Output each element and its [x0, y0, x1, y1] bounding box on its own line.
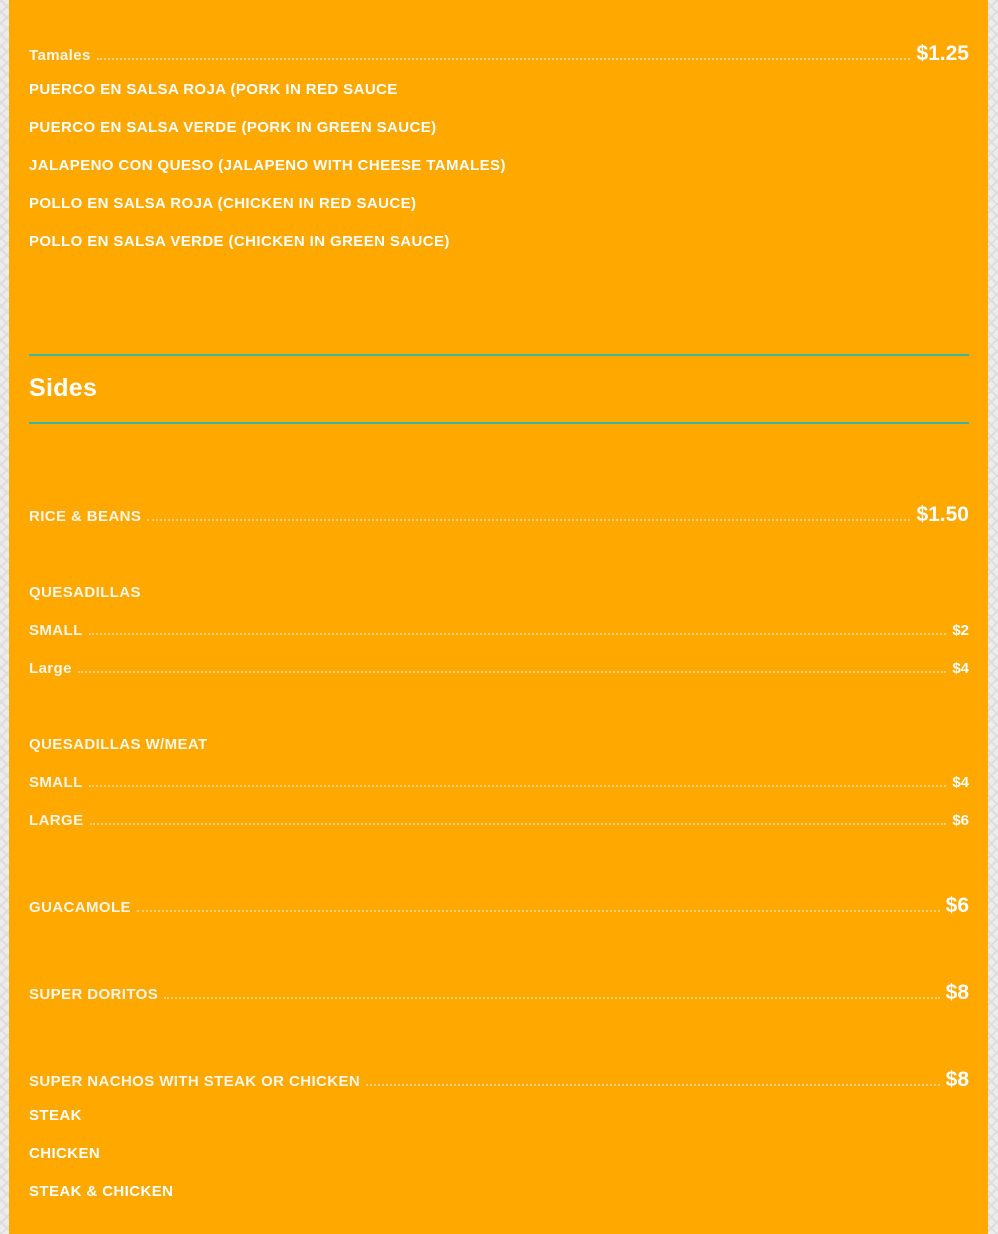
dot-leader	[97, 57, 911, 60]
nachos-option: STEAK	[29, 1107, 82, 1124]
tamale-variety: PUERCO EN SALSA ROJA (PORK IN RED SAUCE	[29, 81, 398, 98]
item-name: SMALL	[29, 774, 83, 791]
menu-item-super-nachos	[29, 1062, 969, 1090]
menu-item-quesadilla-small	[29, 617, 969, 639]
section-title-sides: Sides	[29, 374, 98, 402]
item-name: SMALL	[29, 622, 83, 639]
item-price: $1.25	[916, 42, 969, 65]
dot-leader	[137, 909, 940, 912]
item-price: $4	[952, 660, 969, 677]
menu-panel	[9, 0, 988, 1234]
item-price: $4	[952, 774, 969, 791]
item-name: SUPER DORITOS	[29, 986, 159, 1003]
menu-item-quesadilla-meat-large	[29, 807, 969, 829]
item-name: Tamales	[29, 47, 91, 64]
dot-leader	[78, 670, 946, 673]
dot-leader	[164, 996, 940, 999]
item-price: $6	[945, 894, 969, 917]
item-name: SUPER NACHOS WITH STEAK OR CHICKEN	[29, 1073, 361, 1090]
tamale-variety: PUERCO EN SALSA VERDE (PORK IN GREEN SAUCE)	[29, 119, 437, 136]
item-name: RICE & BEANS	[29, 508, 142, 525]
dot-leader	[147, 518, 910, 521]
dot-leader	[89, 784, 947, 787]
item-price: $8	[945, 1068, 969, 1091]
nachos-option: CHICKEN	[29, 1145, 101, 1162]
section-divider-bottom	[29, 422, 969, 424]
item-price: $8	[945, 981, 969, 1004]
item-group-title-quesadillas-meat: QUESADILLAS W/MEAT	[29, 736, 208, 753]
item-name: Large	[29, 660, 72, 677]
item-name: GUACAMOLE	[29, 899, 131, 916]
item-name: LARGE	[29, 812, 84, 829]
dot-leader	[366, 1083, 940, 1086]
tamale-variety: POLLO EN SALSA ROJA (CHICKEN IN RED SAUCE)	[29, 195, 417, 212]
nachos-option: STEAK & CHICKEN	[29, 1183, 174, 1200]
dot-leader	[89, 632, 947, 635]
tamale-variety: JALAPENO CON QUESO (JALAPENO WITH CHEESE TAMALES)	[29, 157, 506, 174]
item-group-title-quesadillas: QUESADILLAS	[29, 584, 141, 601]
section-divider-top	[29, 354, 969, 356]
menu-item-quesadilla-large	[29, 655, 969, 677]
menu-item-guacamole	[29, 888, 969, 916]
tamale-variety: POLLO EN SALSA VERDE (CHICKEN IN GREEN SAUCE)	[29, 233, 450, 250]
item-price: $2	[952, 622, 969, 639]
menu-item-super-doritos	[29, 975, 969, 1003]
menu-item-rice-beans	[29, 497, 969, 525]
dot-leader	[90, 822, 947, 825]
menu-item-quesadilla-meat-small	[29, 769, 969, 791]
item-price: $6	[952, 812, 969, 829]
item-price: $1.50	[916, 503, 969, 526]
menu-item-tamales	[29, 36, 969, 64]
